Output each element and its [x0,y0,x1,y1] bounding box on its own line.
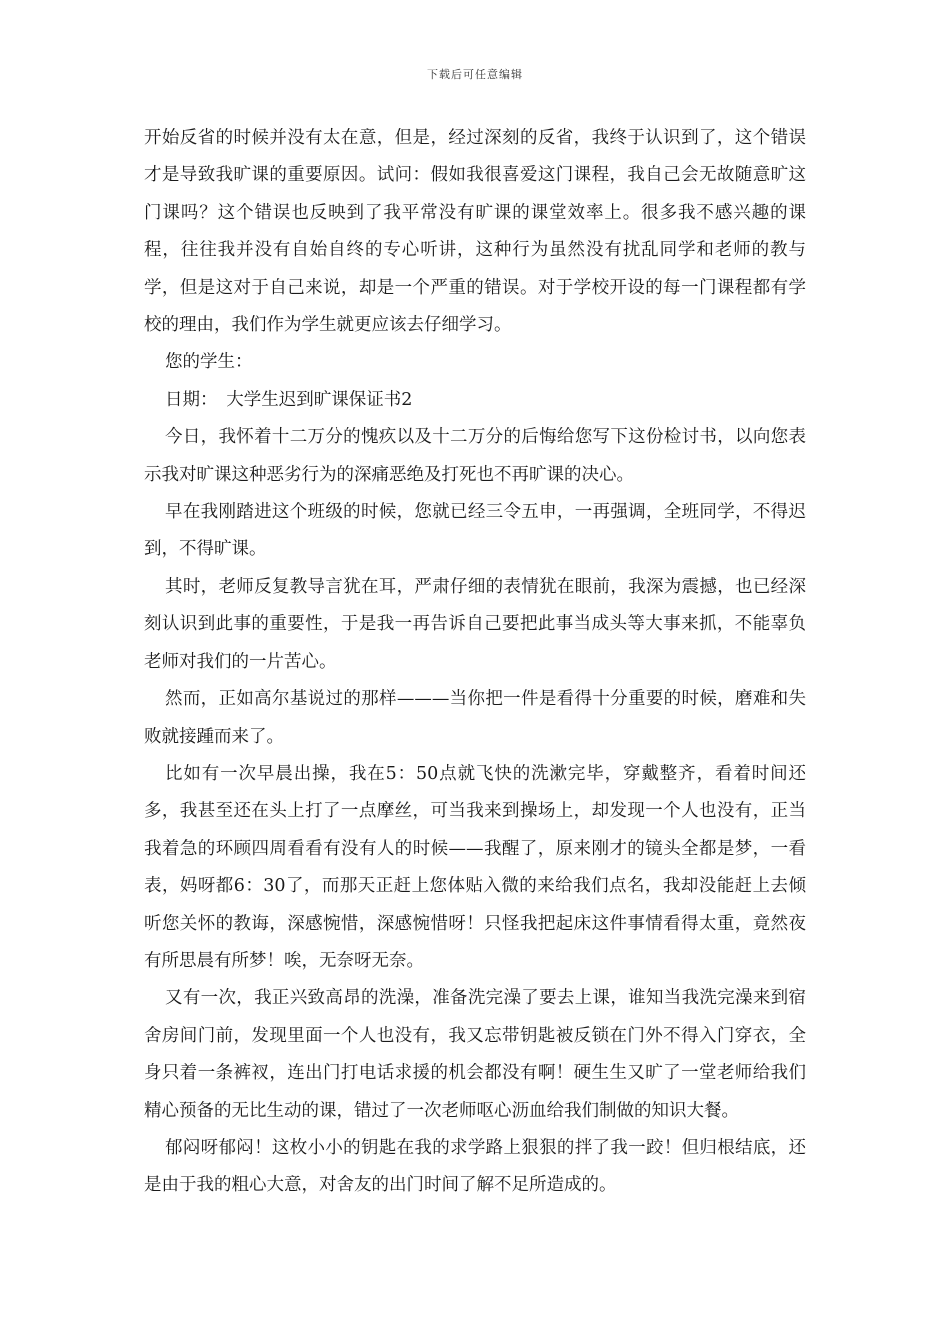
paragraph-class-rules: 早在我刚踏进这个班级的时候，您就已经三令五申，一再强调，全班同学，不得迟到，不得旷课。 [144,502,806,560]
document-body [144,120,806,1205]
paragraph-opening: 今日，我怀着十二万分的愧疚以及十二万分的后悔给您写下这份检讨书，以向您表示我对旷课这种恶劣行为的深痛恶绝及打死也不再旷课的决心。 [144,427,806,485]
date-and-title-line: 日期： 大学生迟到旷课保证书2 [165,389,413,410]
paragraph-gorky-quote: 然而，正如高尔基说过的那样———当你把一件是看得十分重要的时候，磨难和失败就接踵而来了。 [144,689,806,747]
signature-line: 您的学生： [165,352,253,373]
paragraph-reflection: 开始反省的时候并没有太在意，但是，经过深刻的反省，我终于认识到了，这个错误才是导致我旷课的重要原因。试问：假如我很喜爱这门课程，我自己会无故随意旷这门课吗？这个错误也反映到了我平常没有旷课的课堂效率上。很多我不感兴趣的课程，往往我并没有自始自终的专心听讲，这种行为虽然没有扰乱同学和老师的教与学，但是这对于自己来说，却是一个严重的错误。对于学校开设的每一门课程都有学校的理由，我们作为学生就更应该去仔细学习。 [144,128,806,336]
paragraph-morning-exercise: 比如有一次早晨出操，我在5：50点就飞快的洗漱完毕，穿戴整齐，看着时间还多，我甚至还在头上打了一点摩丝，可当我来到操场上，却发现一个人也没有，正当我着急的环顾四周看看有没有人的时候——我醒了，原来刚才的镜头全都是梦，一看表，妈呀都6：30了，而那天正赶上您体贴入微的来给我们点名，我却没能赶上去倾听您关怀的教诲，深感惋惜，深感惋惜呀！只怪我把起床这件事情看得太重，竟然夜有所思晨有所梦！唉，无奈呀无奈。 [144,763,806,971]
page-header: 下载后可任意编辑 [427,68,523,81]
paragraph-conclusion: 郁闷呀郁闷！这枚小小的钥匙在我的求学路上狠狠的拌了我一跤！但归根结底，还是由于我的粗心大意，对舍友的出门时间了解不足所造成的。 [144,1137,806,1196]
paragraph-shower-incident: 又有一次，我正兴致高昂的洗澡，准备洗完澡了要去上课，谁知当我洗完澡来到宿舍房间门前，发现里面一个人也没有，我又忘带钥匙被反锁在门外不得入门穿衣，全身只着一条裤衩，连出门打电话求援的机会都没有啊！硬生生又旷了一堂老师给我们精心预备的无比生动的课，错过了一次老师呕心沥血给我们制做的知识大餐。 [144,988,806,1121]
paragraph-teacher-guidance: 其时，老师反复教导言犹在耳，严肃仔细的表情犹在眼前，我深为震撼，也已经深刻认识到此事的重要性，于是我一再告诉自己要把此事当成头等大事来抓，不能辜负老师对我们的一片苦心。 [144,576,806,672]
